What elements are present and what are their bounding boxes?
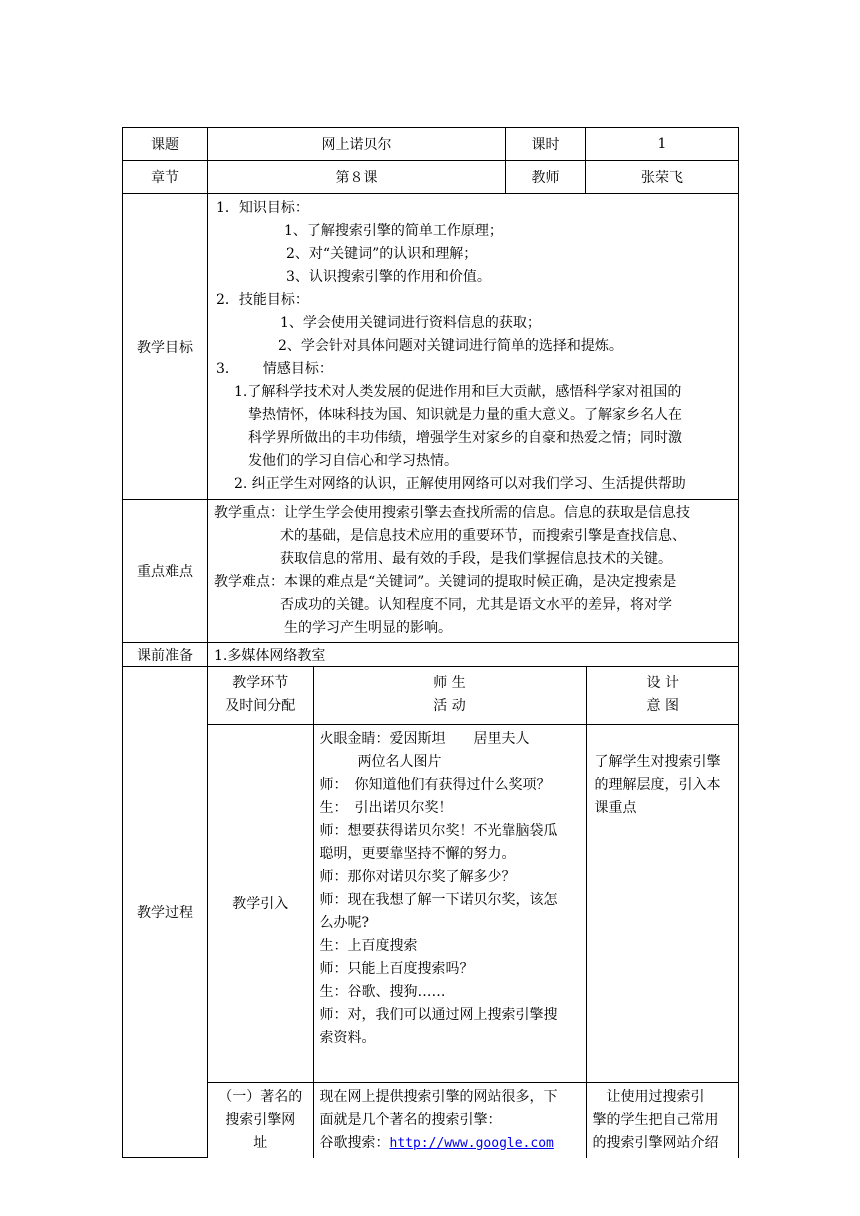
process-col-stage-header <box>208 667 313 724</box>
emotion-number: 3． <box>216 361 239 377</box>
chapter-value: 第８课 <box>208 161 506 194</box>
google-row <box>320 1132 580 1155</box>
skill-title: 2．技能目标： <box>216 292 309 308</box>
intent-line: 的搜索引擎网站介绍 <box>592 1134 719 1151</box>
difficulty-line: 生的学习产生明显的影响。 <box>284 620 452 636</box>
row-key-points <box>123 500 739 643</box>
google-label: 谷歌搜索： <box>319 1134 390 1151</box>
process-intro-row <box>208 724 739 1082</box>
stage-line: （一）著名的 <box>218 1088 303 1105</box>
teacher-label: 教师 <box>506 161 586 194</box>
key-points-label: 重点难点 <box>123 500 208 643</box>
activity-line: 生： 引出诺贝尔奖！ <box>319 799 453 816</box>
intent-line: 了解学生对搜索引擎 <box>594 753 721 770</box>
activity-line: 两位名人图片 <box>357 753 442 770</box>
objectives-content <box>208 194 739 500</box>
hours-label: 课时 <box>506 128 586 161</box>
knowledge-item: 3、认识搜索引擎的作用和价值。 <box>286 269 491 285</box>
emotion-item1-line: 挚热情怀，体味科技为国、知识就是力量的重大意义。了解家乡名人在 <box>248 407 682 423</box>
activity-line: 师：那你对诺贝尔奖了解多少？ <box>319 868 516 885</box>
row-process <box>123 667 739 1158</box>
knowledge-item: 2、对“关键词”的认识和理解； <box>286 246 478 262</box>
activity-line: 火眼金睛：爱因斯坦 居里夫人 <box>319 730 530 747</box>
difficulty-line: 教学难点：本课的难点是“关键词”。关键词的提取时候正确，是决定搜索是 <box>214 574 677 590</box>
engines-intent <box>586 1082 739 1158</box>
intent-line: 课重点 <box>594 799 637 816</box>
process-col-activity-header <box>313 667 586 724</box>
intro-intent <box>586 724 739 1082</box>
emotion-item1-line: 发他们的学习自信心和学习热情。 <box>248 453 458 469</box>
prep-value: 1.多媒体网络教室 <box>208 643 739 667</box>
activity-line: 师：现在我想了解一下诺贝尔奖，该怎 <box>319 891 558 908</box>
engines-stage <box>208 1082 313 1158</box>
key-points-content <box>208 500 739 643</box>
skill-item: 1、学会使用关键词进行资料信息的获取； <box>280 315 541 331</box>
header-line: 教学环节 <box>232 675 289 692</box>
process-label: 教学过程 <box>123 667 208 1158</box>
process-header-row <box>208 667 739 724</box>
activity-line: 师：想要获得诺贝尔奖！不光靠脑袋瓜 <box>319 822 558 839</box>
stage-line: 搜索引擎网 <box>225 1111 296 1128</box>
activity-line: 聪明，更要靠坚持不懈的努力。 <box>319 845 516 862</box>
chapter-label: 章节 <box>123 161 208 194</box>
activity-line: 面就是几个著名的搜索引擎： <box>319 1111 502 1128</box>
intro-activity <box>313 724 586 1082</box>
emotion-item1-line: 1.了解科学技术对人类发展的促进作用和巨大贡献，感悟科学家对祖国的 <box>234 384 682 400</box>
intent-line: 的理解层度，引入本 <box>594 776 721 793</box>
skill-item: 2、学会针对具体问题对关键词进行简单的选择和提炼。 <box>278 338 623 354</box>
activity-line: 索资料。 <box>319 1029 376 1046</box>
row-chapter <box>123 161 739 194</box>
row-prep <box>123 643 739 667</box>
process-engines-row <box>208 1082 739 1158</box>
emotion-item1-line: 科学界所做出的丰功伟绩，增强学生对家乡的自豪和热爱之情；同时激 <box>248 430 682 446</box>
process-col-intent-header <box>586 667 739 724</box>
hours-value: 1 <box>586 128 739 161</box>
activity-line: 师：只能上百度搜索吗？ <box>319 960 474 977</box>
difficulty-line: 否成功的关键。认知程度不同，尤其是语文水平的差异，将对学 <box>280 597 672 613</box>
knowledge-item: 1、了解搜索引擎的简单工作原理； <box>284 223 503 239</box>
stage-line: 址 <box>253 1134 268 1151</box>
knowledge-title: 1．知识目标： <box>216 200 309 216</box>
engines-activity <box>313 1082 586 1158</box>
focus-line: 获取信息的常用、最有效的手段，是我们掌握信息技术的关键。 <box>280 551 672 567</box>
intent-line: 擎的学生把自己常用 <box>592 1111 719 1128</box>
topic-label: 课题 <box>123 128 208 161</box>
activity-line: 师： 你知道他们有获得过什么奖项？ <box>319 776 551 793</box>
prep-label: 课前准备 <box>123 643 208 667</box>
teacher-value: 张荣飞 <box>586 161 739 194</box>
row-topic <box>123 128 739 161</box>
emotion-item2: 2. 纠正学生对网络的认识，正解使用网络可以对我们学习、生活提供帮助 <box>234 476 686 492</box>
lesson-plan-table <box>122 127 739 1158</box>
emotion-title: 情感目标： <box>262 361 333 377</box>
process-inner-table <box>208 667 739 1158</box>
focus-line: 术的基础，是信息技术应用的重要环节，而搜索引擎是查找信息、 <box>280 528 686 544</box>
topic-value: 网上诺贝尔 <box>208 128 506 161</box>
row-objectives <box>123 194 739 500</box>
header-line: 活 动 <box>433 698 466 715</box>
activity-line: 生：上百度搜索 <box>319 937 418 954</box>
header-line: 设 计 <box>646 675 679 692</box>
header-line: 意 图 <box>646 698 679 715</box>
intent-line: 让使用过搜索引 <box>592 1088 705 1105</box>
intro-stage: 教学引入 <box>208 724 313 1082</box>
google-link[interactable]: http://www.google.com <box>389 1135 554 1151</box>
activity-line: 师：对，我们可以通过网上搜索引擎搜 <box>319 1006 558 1023</box>
activity-line: 么办呢? <box>319 914 370 931</box>
emotion-title-row <box>214 358 732 381</box>
activity-line: 现在网上提供搜索引擎的网站很多，下 <box>319 1088 558 1105</box>
header-line: 师 生 <box>433 675 466 692</box>
activity-line: 生：谷歌、搜狗…… <box>319 983 446 1000</box>
objectives-label: 教学目标 <box>123 194 208 500</box>
process-content <box>208 667 739 1158</box>
focus-line: 教学重点：让学生学会使用搜索引擎去查找所需的信息。信息的获取是信息技 <box>214 505 690 521</box>
header-line: 及时间分配 <box>225 698 296 715</box>
